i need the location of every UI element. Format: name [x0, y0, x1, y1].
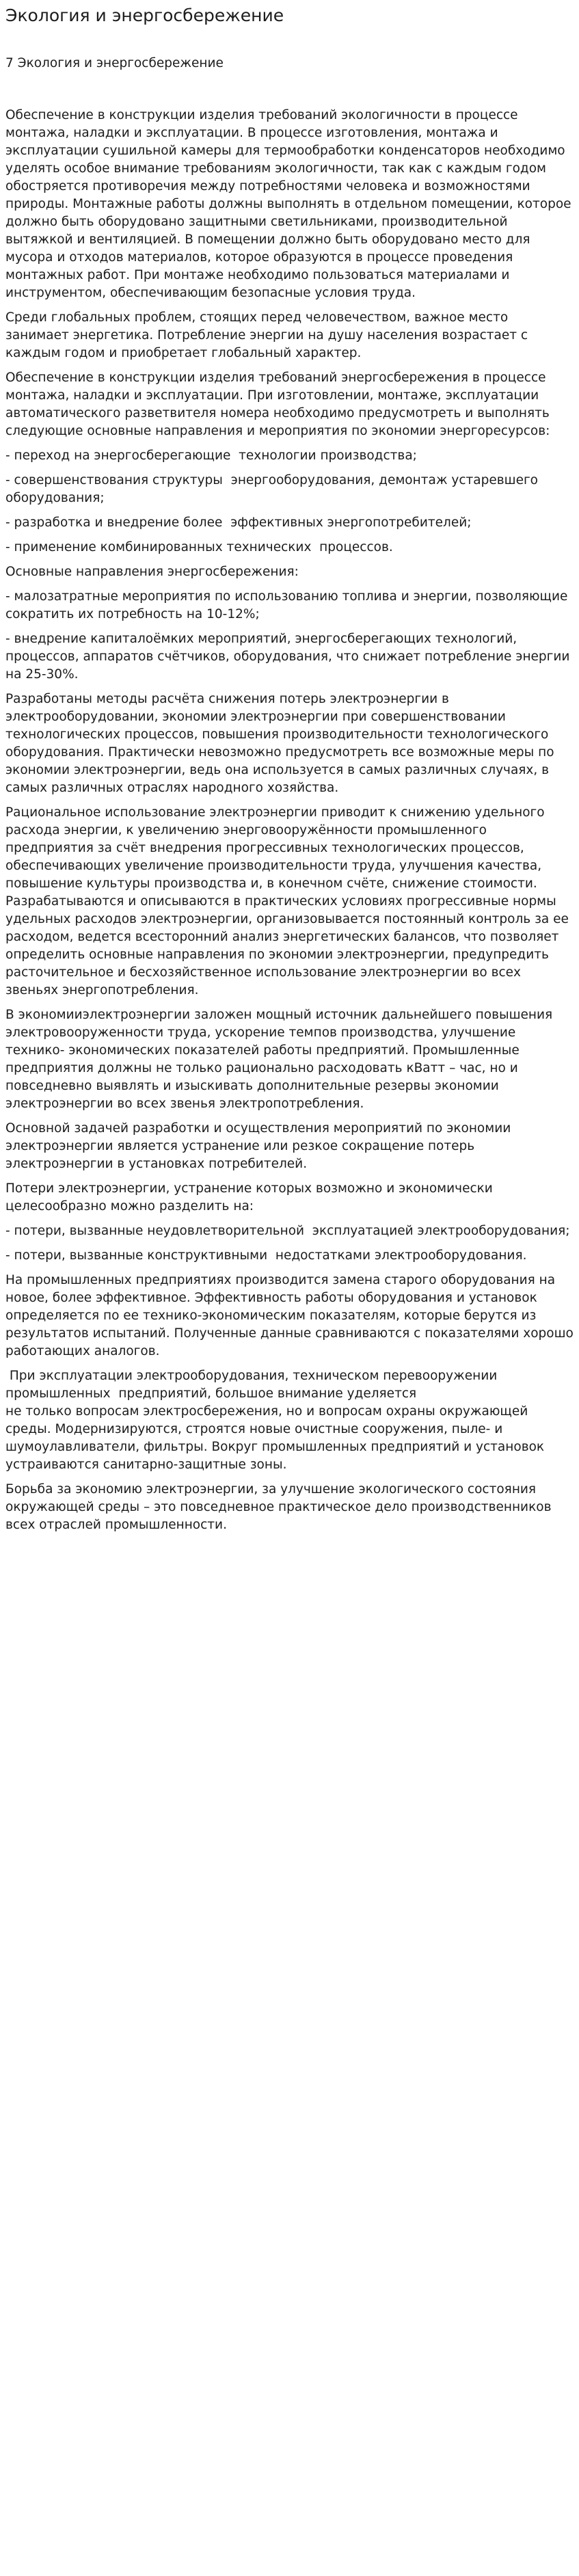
- section-heading: 7 Экология и энергосбережение: [5, 56, 224, 70]
- list-item: - переход на энергосберегающие технологии производства;: [5, 448, 417, 463]
- list-item: - внедрение капиталоёмких мероприятий, энергосберегающих технологий, процессов, аппаратов счётчиков, оборудования, что снижает потребление энергии на 25-30%.: [5, 632, 574, 682]
- paragraph: Борьба за экономию электроэнергии, за улучшение экологического состояния окружающей среды – это повседневное практическое дело производственников всех отраслей промышленности.: [5, 1482, 556, 1532]
- paragraph: Основные направления энергосбережения:: [5, 565, 299, 579]
- page-title: Экология и энергосбережение: [5, 5, 284, 25]
- paragraph: Обеспечение в конструкции изделия требований энергосбережения в процессе монтажа, наладки и эксплуатации. При изготовлении, монтаже, эксплуатации автоматического разветвителя номера необходимо предусмотреть и выполнять следующие основные направления и мероприятия по экономии энергоресурсов:: [5, 371, 554, 438]
- paragraph: Основной задачей разработки и осуществления мероприятий по экономии электроэнергии является устранение или резкое сокращение потерь электроэнергии в установках потребителей.: [5, 1121, 515, 1171]
- list-item: - малозатратные мероприятия по использованию топлива и энергии, позволяющие сократить их потребность на 10-12%;: [5, 589, 572, 621]
- paragraph: Потери электроэнергии, устранение которых возможно и экономически целесообразно можно разделить на:: [5, 1181, 497, 1213]
- list-item: - потери, вызванные неудовлетворительной эксплуатацией электрооборудования;: [5, 1224, 570, 1238]
- list-item: - разработка и внедрение более эффективных энергопотребителей;: [5, 515, 472, 530]
- paragraph: При эксплуатации электрооборудования, техническом перевооружении промышленных предприятий, большое внимание уделяется не только вопросам электросбережения, но и вопросам охраны окружающей среды. Модернизируются, строятся новые очистные сооружения, пыле- и шумоулавливатели, фильтры. Вокруг промышленных предприятий и установок устраиваются санитарно-защитные зоны.: [5, 1369, 545, 1472]
- list-item: - совершенствования структуры энергооборудования, демонтаж устаревшего оборудования;: [5, 473, 542, 505]
- paragraph: Разработаны методы расчёта снижения потерь электроэнергии в электрооборудовании, экономии электроэнергии при совершенствовании технологических процессов, повышения производительности технологического оборудования. Практически невозможно предусмотреть все возможные меры по экономии электроэнергии, ведь она используется в самых различных случаях, в самых различных отраслях народного хозяйства.: [5, 692, 558, 795]
- paragraph: Обеспечение в конструкции изделия требований экологичности в процессе монтажа, наладки и эксплуатации. В процессе изготовления, монтажа и эксплуатации сушильной камеры для термообработки конденсаторов необходимо уделять особое внимание требованиям экологичности, так как с каждым годом обостряется противоречия между потребностями человека и возможностями природы. Монтажные работы должны выполнять в отдельном помещении, которое должно быть оборудовано защитными светильниками, производительной вытяжкой и вентиляцией. В помещении должно быть оборудовано место для мусора и отходов материалов, которое образуются в процессе проведения монтажных работ. При монтаже необходимо пользоваться материалами и инструментом, обеспечивающим безопасные условия труда.: [5, 108, 576, 300]
- list-item: - потери, вызванные конструктивными недостатками электрооборудования.: [5, 1248, 527, 1263]
- paragraph: На промышленных предприятиях производится замена старого оборудования на новое, более эффективное. Эффективность работы оборудования и установок определяется по ее технико-экономическим показателям, которые берутся из результатов испытаний. Полученные данные сравниваются с показателями хорошо работающих аналогов.: [5, 1273, 578, 1358]
- list-item: - применение комбинированных технических процессов.: [5, 540, 393, 554]
- document-body: [5, 107, 578, 1534]
- paragraph: В экономииэлектроэнергии заложен мощный источник дальнейшего повышения электровооруженности труда, ускорение темпов производства, улучшение технико- экономических показателей работы предприятий. Промышленные предприятия должны не только рационально расходовать кВатт – час, но и повседневно выявлять и изыскивать дополнительные резервы экономии электроэнергии во всех звенья электропотребления.: [5, 1008, 557, 1111]
- paragraph: Рациональное использование электроэнергии приводит к снижению удельного расхода энергии, к увеличению энерговооружённости промышленного предприятия за счёт внедрения прогрессивных технологических процессов, обеспечивающих увеличение производительности труда, улучшения качества, повышение культуры производства и, в конечном счёте, снижение стоимости. Разрабатываются и описываются в практических условиях прогрессивные нормы удельных расходов электроэнергии, организовывается постоянный контроль за ее расходом, ведется всесторонний анализ энергетических балансов, что позволяет определить основные направления по экономии электроэнергии, предупредить расточительное и бесхозяйственное использование электроэнергии во всех звеньях энергопотребления.: [5, 805, 573, 997]
- paragraph: Среди глобальных проблем, стоящих перед человечеством, важное место занимает энергетика. Потребление энергии на душу населения возрастает с каждым годом и приобретает глобальный характер.: [5, 310, 532, 360]
